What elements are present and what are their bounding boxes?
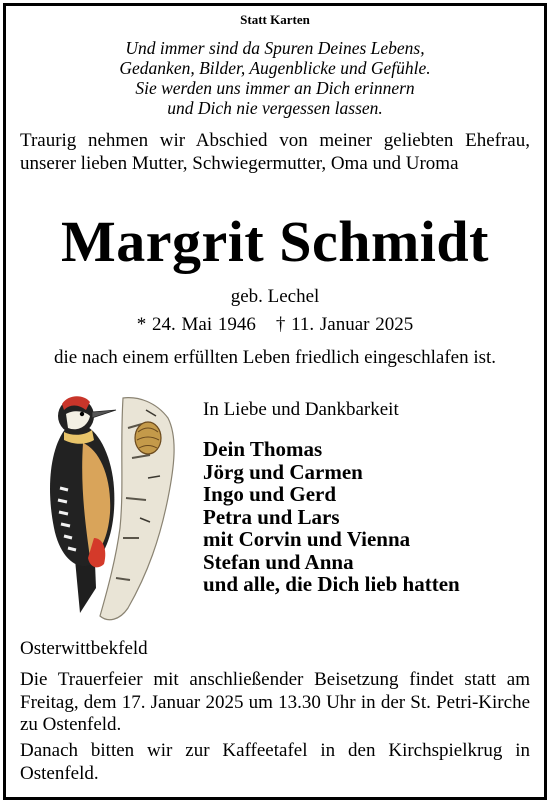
obituary-notice bbox=[3, 3, 547, 800]
intro-text: Traurig nehmen wir Abschied von meiner geliebten Ehefrau, unserer lieben Mutter, Schwiegermutter, Oma und Uroma bbox=[20, 130, 530, 174]
poem-line: Sie werden uns immer an Dich erinnern bbox=[135, 78, 415, 98]
mourners-heading: In Liebe und Dankbarkeit bbox=[203, 399, 399, 420]
poem-line: und Dich nie vergessen lassen. bbox=[167, 98, 383, 118]
deceased-name: Margrit Schmidt bbox=[61, 209, 489, 274]
mourners-list bbox=[203, 438, 460, 596]
born-name: geb. Lechel bbox=[230, 286, 320, 307]
mourner-name: und alle, die Dich lieb hatten bbox=[203, 572, 460, 596]
funeral-service-text: Die Trauerfeier mit anschließender Beisetzung findet statt am Freitag, dem 17. Januar 2025 um 13.30 Uhr in der St. Petri-Kirche zu Ostenfeld. bbox=[20, 669, 530, 735]
mourner-name: Jörg und Carmen bbox=[203, 459, 363, 484]
coffee-text: Danach bitten wir zur Kaffeetafel in den Kirchspielkrug in Ostenfeld. bbox=[20, 740, 530, 784]
life-dates bbox=[6, 314, 544, 336]
passing-note: die nach einem erfüllten Leben friedlich eingeschlafen ist. bbox=[53, 347, 497, 368]
poem-line: Und immer sind da Spuren Deines Lebens, bbox=[125, 38, 425, 58]
place-name: Osterwittbekfeld bbox=[20, 638, 148, 659]
mourner-name: Ingo und Gerd bbox=[203, 482, 337, 506]
mourner-name: Dein Thomas bbox=[203, 437, 323, 461]
header-label: Statt Karten bbox=[240, 12, 310, 27]
poem-line: Gedanken, Bilder, Augenblicke und Gefühle. bbox=[119, 58, 431, 78]
poem bbox=[6, 38, 544, 118]
mourner-name: Stefan und Anna bbox=[203, 549, 354, 574]
woodpecker-illustration-icon bbox=[28, 388, 178, 623]
mourner-name: mit Corvin und Vienna bbox=[203, 527, 411, 551]
birth-date: * 24. Mai 1946 bbox=[136, 314, 256, 335]
mourner-name: Petra und Lars bbox=[203, 504, 340, 529]
death-date: † 11. Januar 2025 bbox=[275, 314, 414, 335]
